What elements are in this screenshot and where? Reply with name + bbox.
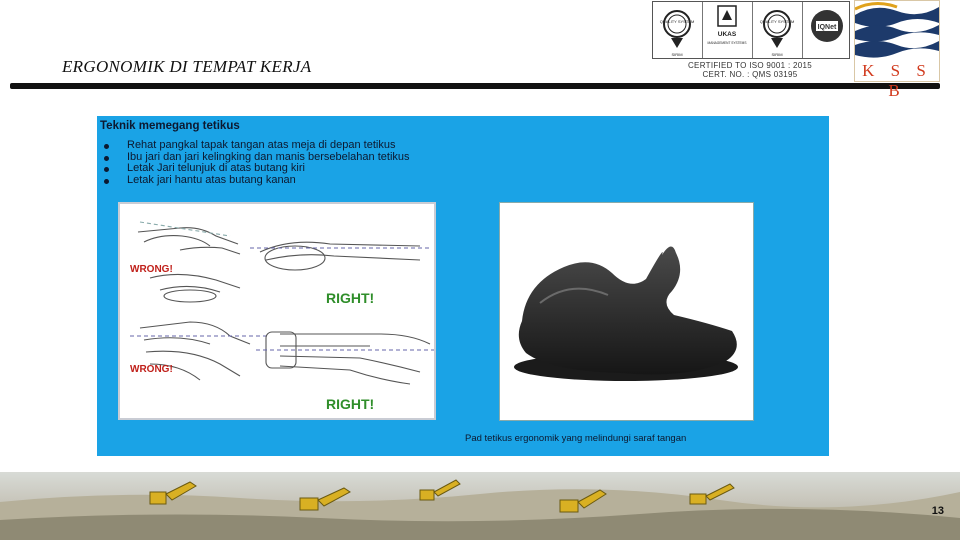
cert-logo-1-top: QUALITY SYSTEM [659,19,695,24]
slide-title: ERGONOMIK DI TEMPAT KERJA [62,57,312,76]
cert-logo-2-top: UKAS [717,31,737,38]
wrong-label: WRONG! [130,364,173,375]
certification-text [660,61,840,79]
sirim-quality-logo [653,2,703,58]
mouse-pad-image [499,202,754,421]
hand-drawings [120,204,434,418]
pad-caption: Pad tetikus ergonomik yang melindungi saraf tangan [465,433,687,444]
wrong-label: WRONG! [130,264,173,275]
certification-logos [652,1,850,59]
footer-banner [0,472,960,540]
right-label: RIGHT! [326,396,375,412]
mouse-pad-icon [500,203,753,420]
ukas-logo [703,2,753,58]
list-item: Letak Jari telunjuk di atas butang kiri [104,163,410,175]
cert-logo-4-top: IQNet [817,24,837,31]
cert-logo-1-bottom: SIRIM [671,52,683,57]
title-divider [10,83,940,89]
cert-logo-3-bottom: SIRIM [771,52,783,57]
cert-logo-3-top: QUALITY SYSTEM [759,19,795,24]
page-number: 13 [931,505,944,517]
construction-site-image [0,472,960,540]
list-item: Ibu jari dan jari kelingking dan manis bersebelahan tetikus [104,152,410,164]
cert-line-1: CERTIFIED TO ISO 9001 : 2015 [687,61,812,70]
cert-logo-2-bottom: MANAGEMENT SYSTEMS [707,41,747,45]
kssb-letters: K S S B [862,61,932,100]
technique-list [104,140,410,186]
sirim-quality-logo [753,2,803,58]
cert-line-2: CERT. NO. : QMS 03195 [702,70,798,79]
hand-posture-illustration [118,202,436,420]
iqnet-logo [803,2,852,58]
panel-heading: Teknik memegang tetikus [100,120,240,132]
list-item: Rehat pangkal tapak tangan atas meja di depan tetikus [104,140,410,152]
list-item: Letak jari hantu atas butang kanan [104,175,410,187]
right-label: RIGHT! [326,290,375,306]
